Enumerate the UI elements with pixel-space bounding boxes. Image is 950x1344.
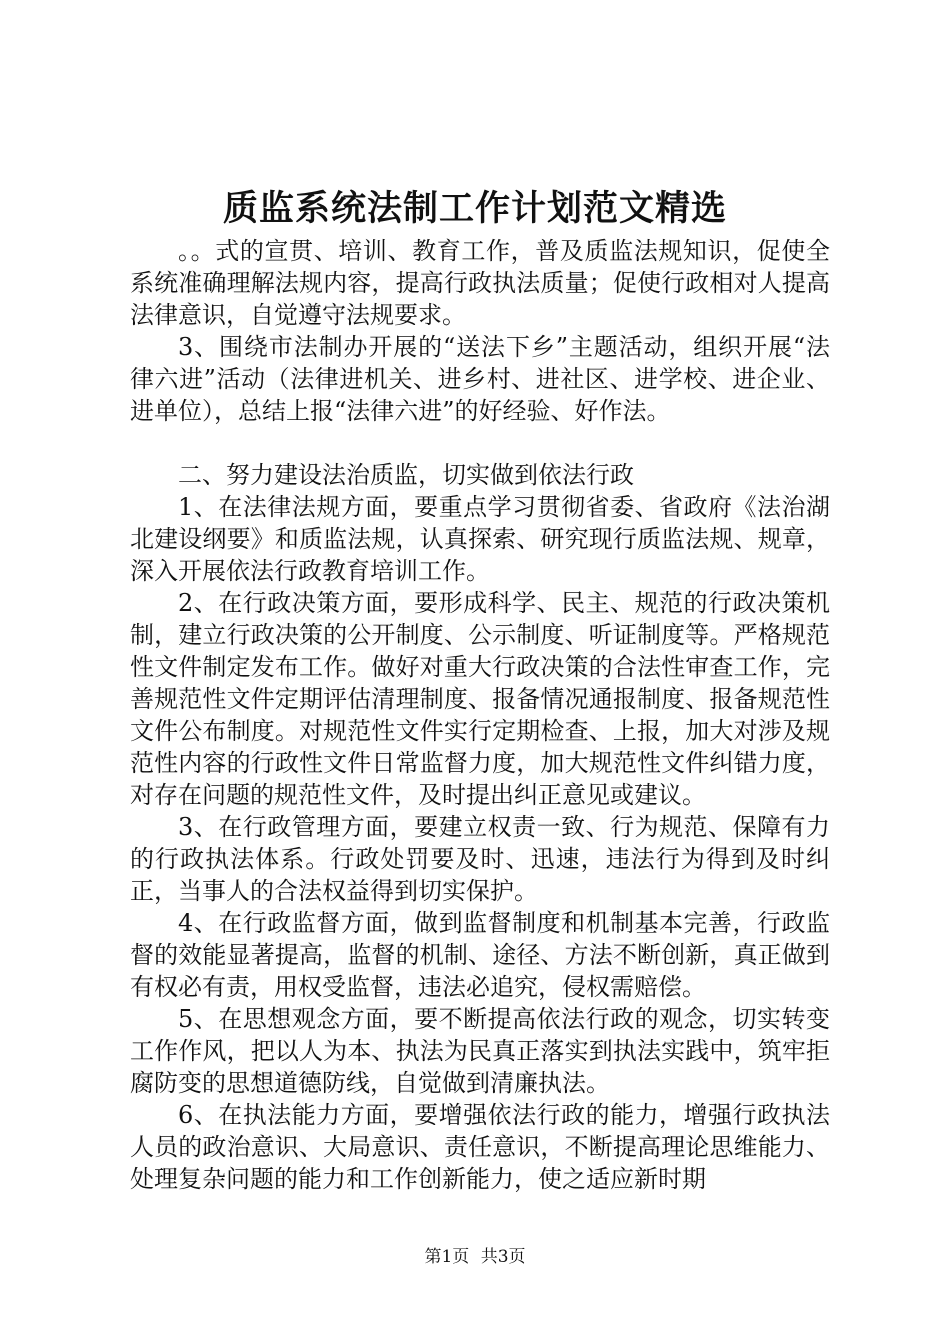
paragraph: 1、在法律法规方面，要重点学习贯彻省委、省政府《法治湖北建设纲要》和质监法规，认真探索、研究现行质监法规、规章，深入开展依法行政教育培训工作。: [130, 493, 830, 585]
document-title: 质监系统法制工作计划范文精选: [222, 188, 727, 229]
paragraph: 6、在执法能力方面，要增强依法行政的能力，增强行政执法人员的政治意识、大局意识、责任意识，不断提高理论思维能力、处理复杂问题的能力和工作创新能力，使之适应新时期: [130, 1101, 830, 1193]
paragraph: 3、围绕市法制办开展的“送法下乡”主题活动，组织开展“法律六进”活动（法律进机关、进乡村、进社区、进学校、进企业、进单位），总结上报“法律六进”的好经验、好作法。: [130, 333, 830, 425]
paragraph: 5、在思想观念方面，要不断提高依法行政的观念，切实转变工作作风，把以人为本、执法为民真正落实到执法实践中，筑牢拒腐防变的思想道德防线，自觉做到清廉执法。: [130, 1005, 830, 1097]
paragraph: 3、在行政管理方面，要建立权责一致、行为规范、保障有力的行政执法体系。行政处罚要及时、迅速，违法行为得到及时纠正，当事人的合法权益得到切实保护。: [130, 813, 830, 905]
paragraph: 2、在行政决策方面，要形成科学、民主、规范的行政决策机制，建立行政决策的公开制度、公示制度、听证制度等。严格规范性文件制定发布工作。做好对重大行政决策的合法性审查工作，完善规范性文件定期评估清理制度、报备情况通报制度、报备规范性文件公布制度。对规范性文件实行定期检查、上报，加大对涉及规范性内容的行政性文件日常监督力度，加大规范性文件纠错力度，对存在问题的规范性文件，及时提出纠正意见或建议。: [130, 589, 830, 809]
paragraph: 。。式的宣贯、培训、教育工作，普及质监法规知识，促使全系统准确理解法规内容，提高行政执法质量；促使行政相对人提高法律意识，自觉遵守法规要求。: [130, 237, 830, 329]
section-heading: 二、努力建设法治质监，切实做到依法行政: [178, 461, 634, 489]
paragraph: 4、在行政监督方面，做到监督制度和机制基本完善，行政监督的效能显著提高，监督的机制、途径、方法不断创新，真正做到有权必有责，用权受监督，违法必追究，侵权需赔偿。: [130, 909, 830, 1001]
document-body: [130, 235, 830, 1195]
page-number-footer: 第1页 共3页: [424, 1247, 526, 1267]
